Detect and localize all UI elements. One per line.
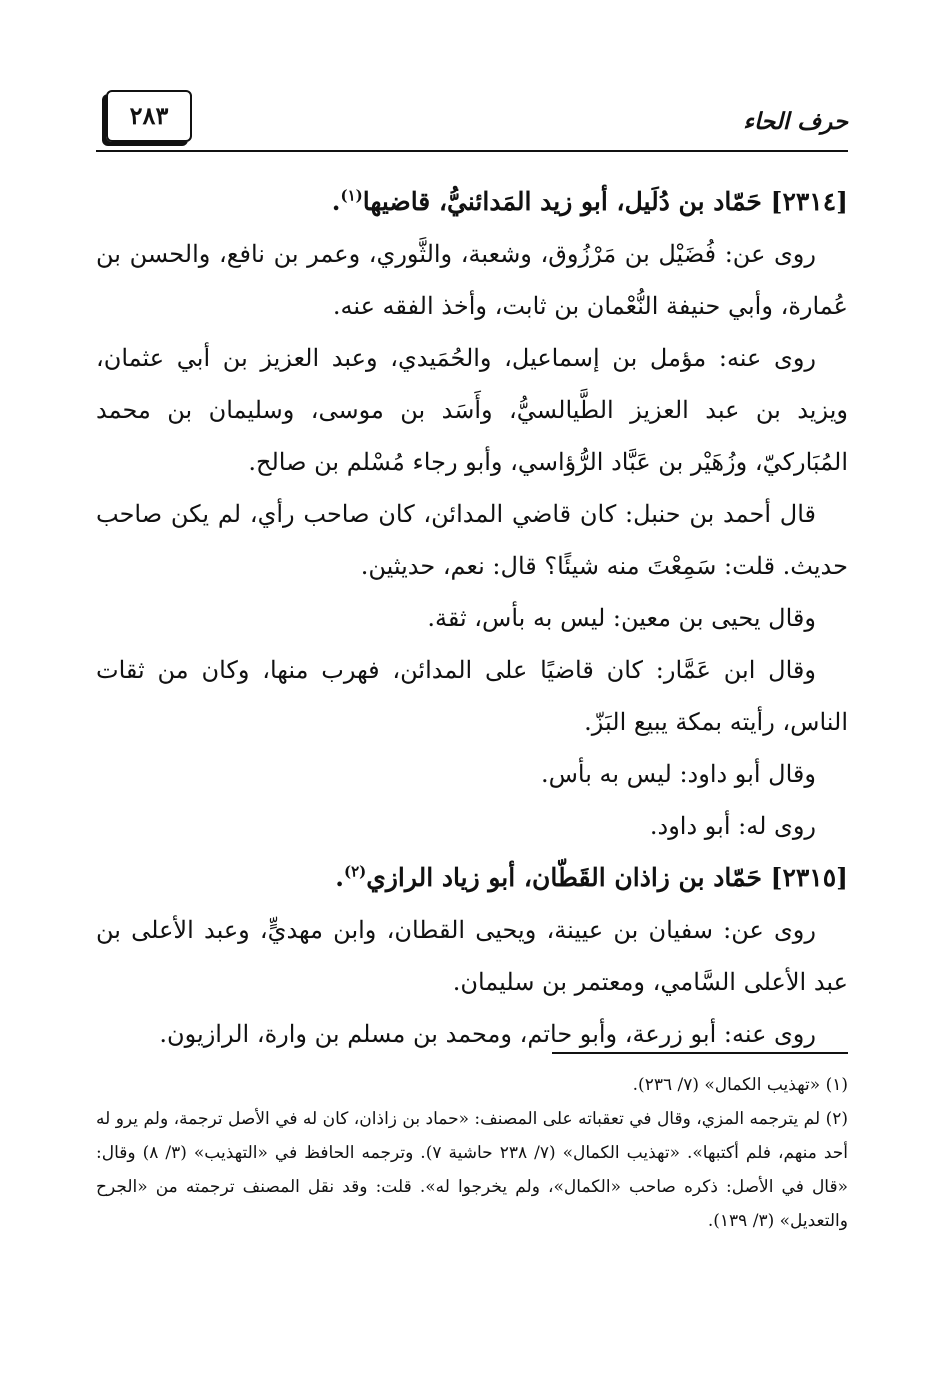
paragraph-narrated-by: روى عنه: مؤمل بن إسماعيل، والحُمَيدي، وعبد العزيز بن أبي عثمان، ويزيد بن عبد العزيز الطَّيالسيُّ، وأَسَد بن موسى، وسليمان بن محمد المُبَاركيّ، وزُهَيْر بن عَبَّاد الرُّؤاسي، وأبو رجاء مُسْلم بن صالح. — [96, 344, 848, 476]
paragraph-ahmad-quote: قال أحمد بن حنبل: كان قاضي المدائن، كان صاحب رأي، لم يكن صاحب حديث. قلت: سَمِعْتَ منه شيئًا؟ قال: نعم، حديثين. — [96, 500, 848, 580]
footnote-ref: (٢) — [343, 862, 367, 881]
entry-heading-text: [٢٣١٥] حَمّاد بن زاذان القَطّان، أبو زياد الرازي — [366, 863, 848, 892]
footnote-ref: (١) — [340, 186, 363, 205]
paragraph-narrated-from: روى عن: سفيان بن عيينة، ويحيى القطان، وابن مهديٍّ، وعبد الأعلى بن عبد الأعلى السَّامي، ومعتمر بن سليمان. — [96, 916, 848, 996]
page-number: ٢٨٣ — [129, 101, 169, 130]
main-text — [96, 176, 848, 1060]
footnote-2: (٢) لم يترجمه المزي، وقال في تعقباته على المصنف: «حماد بن زاذان، كان له في الأصل ترجمة، ولم يرو له أحد منهم، فلم أكتبها». «تهذيب الكمال» (٧/ ٢٣٨ حاشية ٧). وترجمه الحافظ في «التهذيب» (٣/ ٨) وقال: «قال في الأصل: ذكره صاحب «الكمال»، ولم يخرجوا له». قلت: وقد نقل المصنف ترجمته من «الجرح والتعديل» (٣/ ١٣٩). — [96, 1109, 848, 1231]
paragraph-ibn-ammar-quote: وقال ابن عَمَّار: كان قاضيًا على المدائن، فهرب منها، وكان من ثقات الناس، رأيته بمكة يبيع البَزّ. — [96, 656, 848, 736]
footnote-rule — [552, 1052, 848, 1054]
footnotes — [96, 1068, 848, 1238]
paragraph-narrated-from: روى عن: فُضَيْل بن مَرْزُوق، وشعبة، والثَّوري، وعمر بن نافع، والحسن بن عُمارة، وأبي حنيفة النُّعْمان بن ثابت، وأخذ الفقه عنه. — [96, 240, 848, 320]
entry-heading-2315: [٢٣١٥] حَمّاد بن زاذان القَطّان، أبو زياد الرازي$^{(٢)}$. — [335, 862, 848, 892]
footnote-1: (١) «تهذيب الكمال» (٧/ ٢٣٦). — [632, 1075, 848, 1095]
page-header — [96, 90, 848, 152]
header-rule — [96, 150, 848, 152]
paragraph-narrated-by: روى عنه: أبو زرعة، وأبو حاتم، ومحمد بن مسلم بن وارة، الرازيون. — [159, 1020, 816, 1048]
paragraph-abu-dawud-quote: وقال أبو داود: ليس به بأس. — [540, 760, 816, 788]
paragraph-narrated-for: روى له: أبو داود. — [649, 812, 816, 840]
paragraph-ibn-maeen-quote: وقال يحيى بن معين: ليس به بأس، ثقة. — [427, 604, 816, 632]
entry-heading-text: [٢٣١٤] حَمّاد بن دُلَيل، أبو زيد المَدائنيُّ، قاضيها — [362, 187, 848, 216]
running-title: حرف الحاء — [743, 108, 848, 135]
page-number-box — [106, 90, 192, 142]
entry-heading-2314: [٢٣١٤] حَمّاد بن دُلَيل، أبو زيد المَدائنيُّ، قاضيها$^{(١)}$. — [331, 186, 848, 216]
